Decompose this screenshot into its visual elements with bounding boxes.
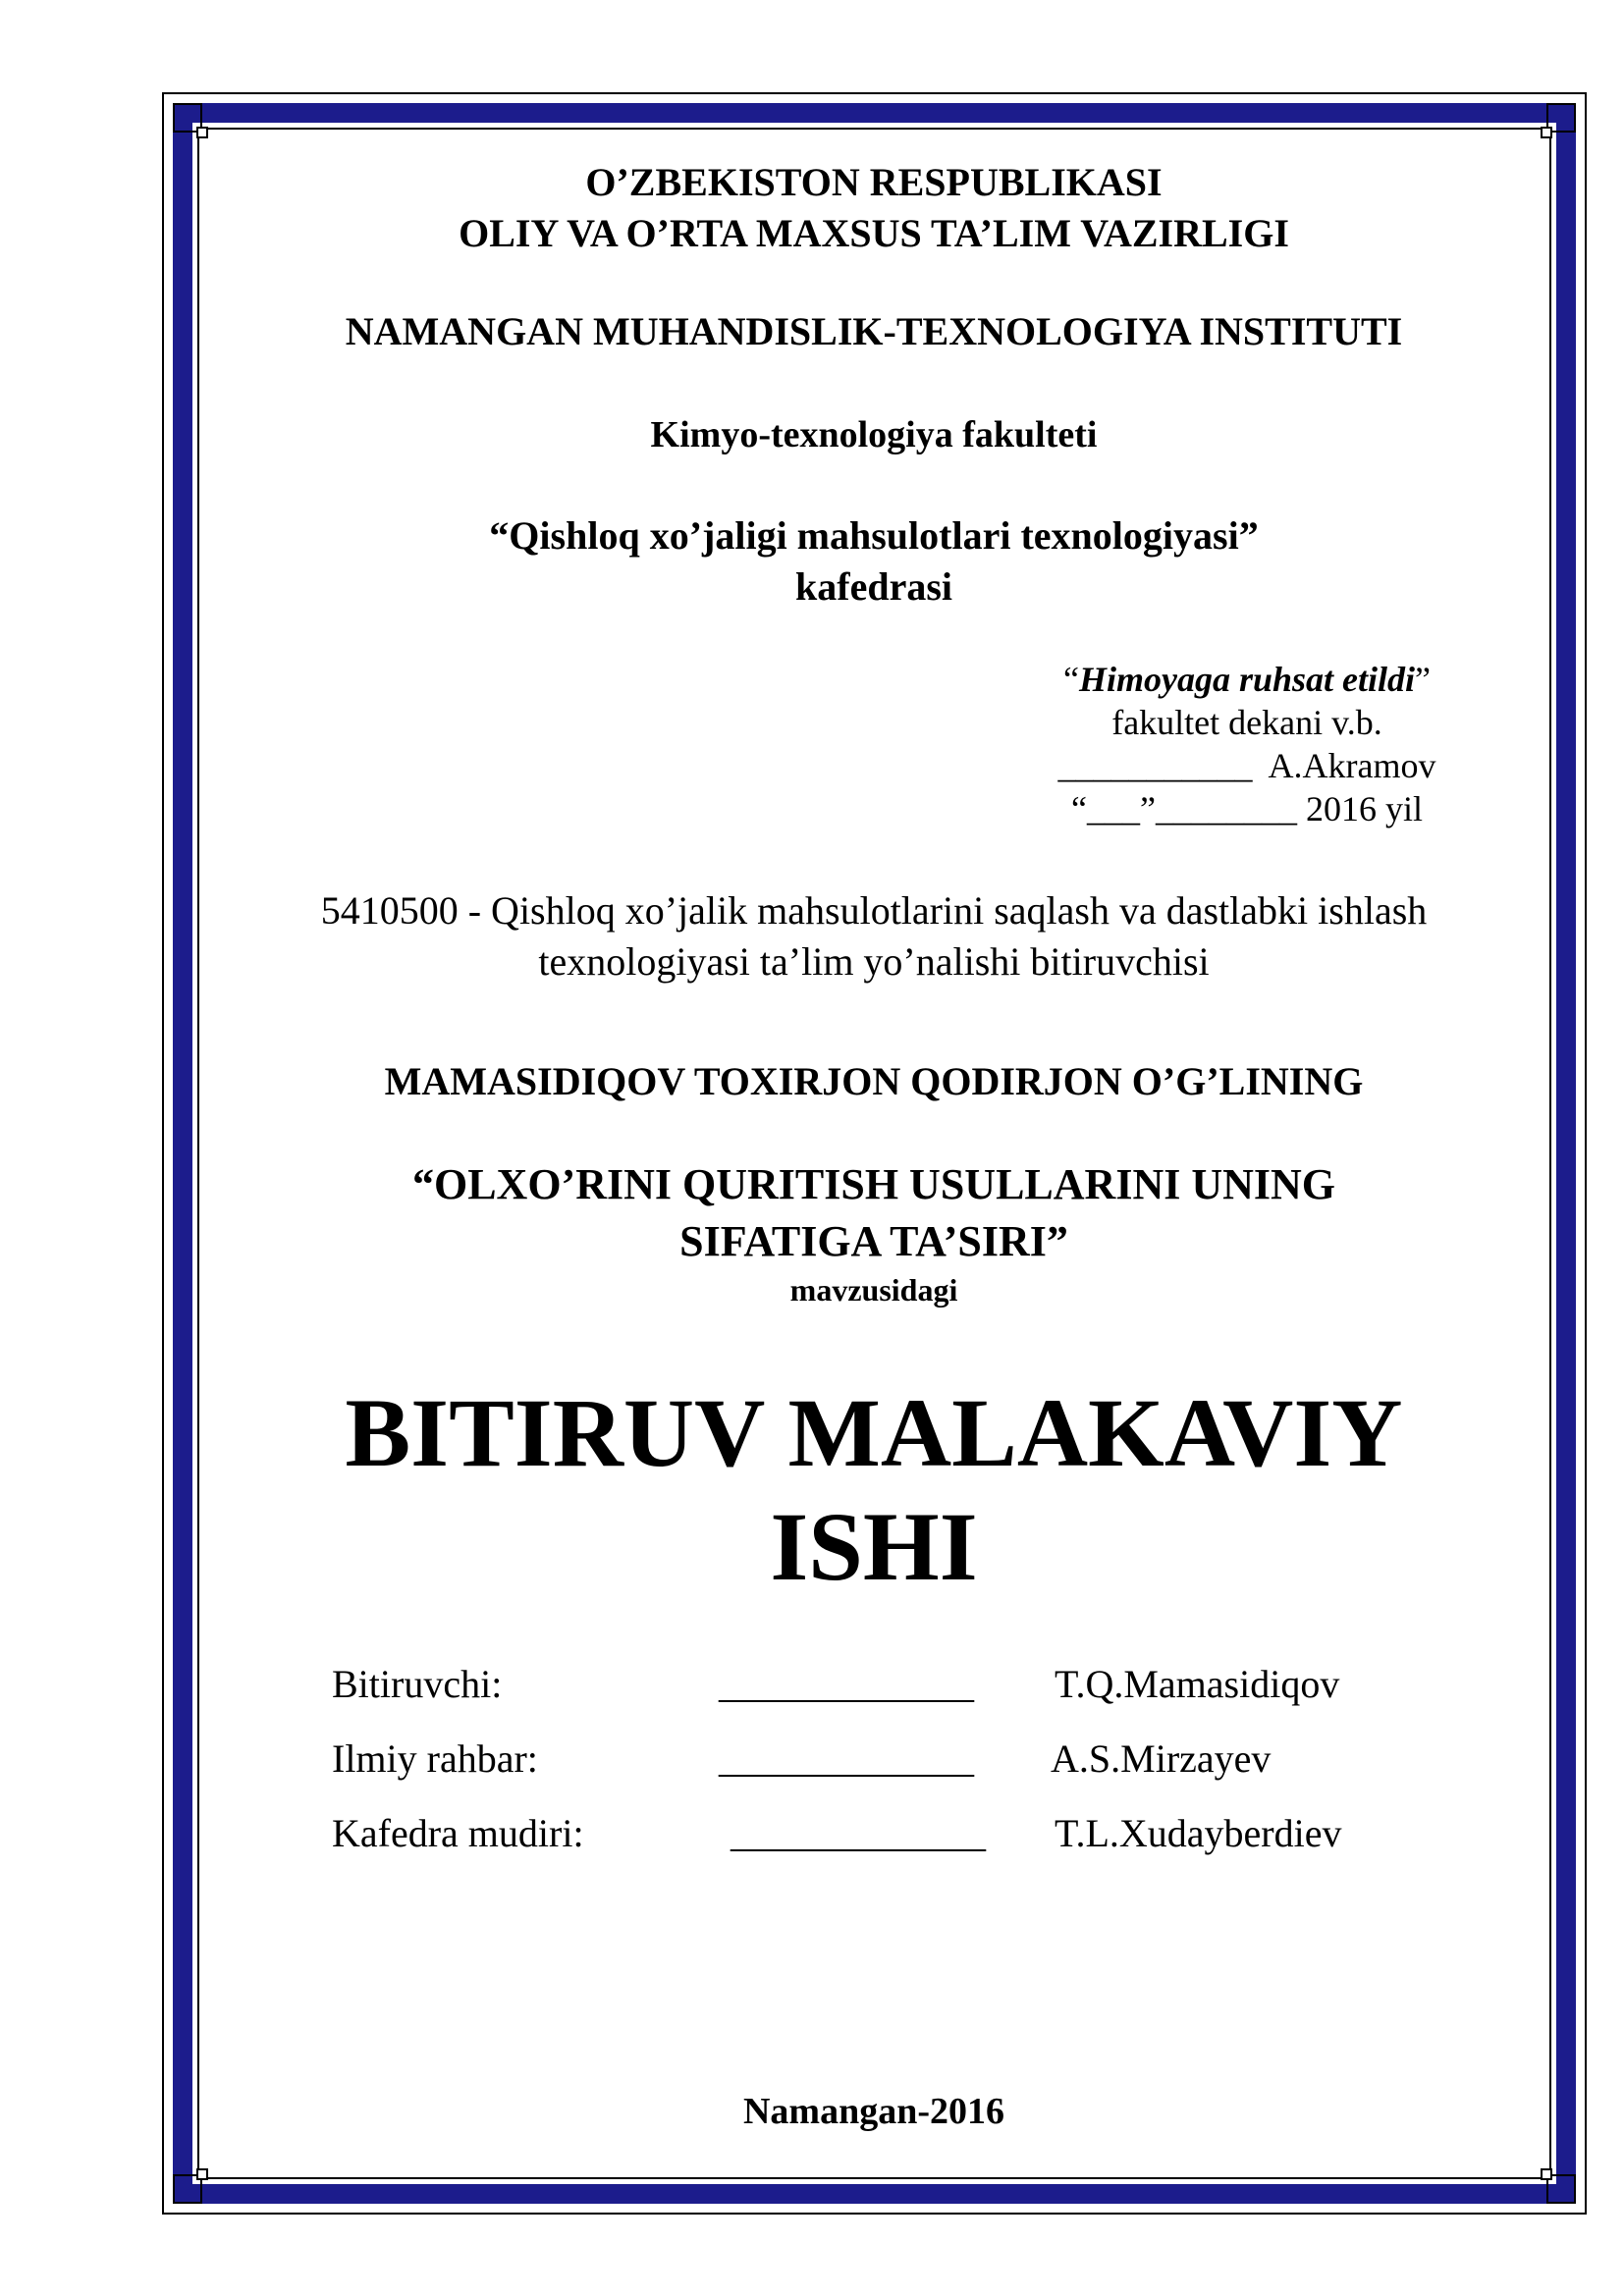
approval-block <box>1021 658 1473 830</box>
specialty-description <box>226 885 1522 988</box>
department-line-1: “Qishloq xo’jaligi mahsulotlari texnologiyasi” <box>489 513 1259 558</box>
signature-name: A.S.Mirzayev <box>1051 1736 1272 1781</box>
approval-position: fakultet dekani v.b. <box>1111 703 1382 742</box>
topic-line-2: SIFATIGA TA’SIRI” <box>679 1217 1068 1265</box>
approval-signature-row <box>1021 744 1473 787</box>
specialty-line-1: 5410500 - Qishloq xo’jalik mahsulotlarini saqlash va dastlabki ishlash <box>320 888 1428 933</box>
department-name <box>226 510 1522 613</box>
signature-role: Kafedra mudiri: <box>332 1811 584 1855</box>
approval-signature-line: ___________ <box>1057 746 1253 785</box>
approval-date-line: “___”________ 2016 yil <box>1071 789 1423 828</box>
specialty-line-2: texnologiyasi ta’lim yo’nalishi bitiruvchisi <box>538 939 1210 984</box>
topic-line-1: “OLXO’RINI QURITISH USULLARINI UNING <box>411 1160 1336 1208</box>
frame-corner-bottom-right <box>1546 2174 1576 2204</box>
signature-line: _____________ <box>719 1736 974 1781</box>
ministry-line-2: OLIY VA O’RTA MAXSUS TA’LIM VAZIRLIGI <box>459 211 1289 255</box>
frame-corner-top-right <box>1546 103 1576 133</box>
approval-close-quote: ” <box>1415 660 1431 699</box>
faculty-name: Kimyo-texnologiya fakulteti <box>650 414 1098 455</box>
approval-dean-name: A.Akramov <box>1268 746 1436 785</box>
signature-role: Ilmiy rahbar: <box>332 1736 538 1781</box>
signature-line: _____________ <box>731 1811 986 1855</box>
ministry-line-1: O’ZBEKISTON RESPUBLIKASI <box>585 160 1163 204</box>
approval-title-line <box>1021 658 1473 701</box>
department-line-2: kafedrasi <box>795 564 952 609</box>
city-year: Namangan-2016 <box>742 2091 1005 2132</box>
topic-suffix: mavzusidagi <box>789 1272 958 1308</box>
approval-open-quote: “ <box>1062 660 1079 699</box>
frame-corner-top-left <box>173 103 202 133</box>
thesis-topic <box>226 1156 1522 1270</box>
signature-line: _____________ <box>719 1662 974 1706</box>
institute-name: NAMANGAN MUHANDISLIK-TEXNOLOGIYA INSTITUTI <box>345 309 1403 353</box>
student-name: MAMASIDIQOV TOXIRJON QODIRJON O’G’LINING <box>384 1059 1364 1103</box>
signature-name: T.Q.Mamasidiqov <box>1055 1662 1340 1706</box>
work-title <box>226 1376 1522 1604</box>
signature-role: Bitiruvchi: <box>332 1662 503 1706</box>
ministry-heading <box>226 157 1522 259</box>
work-title-line-1: BITIRUV MALAKAVIY <box>345 1378 1403 1487</box>
frame-corner-bottom-left <box>173 2174 202 2204</box>
approval-title: Himoyaga ruhsat etildi <box>1078 660 1416 699</box>
work-title-line-2: ISHI <box>770 1492 978 1601</box>
signature-name: T.L.Xudayberdiev <box>1055 1811 1342 1855</box>
